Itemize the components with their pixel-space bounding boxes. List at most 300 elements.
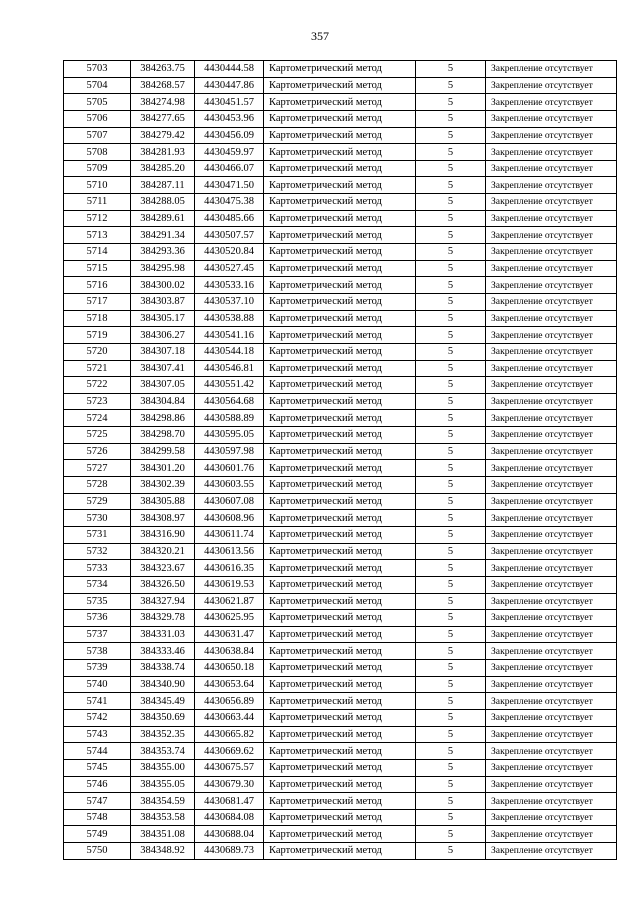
- fixing-description-cell: Закрепление отсутствует: [486, 227, 617, 244]
- point-number-cell: 5750: [64, 843, 131, 860]
- method-cell: Картометрический метод: [264, 110, 416, 127]
- accuracy-cell: 5: [416, 826, 486, 843]
- y-coordinate-cell: 4430663.44: [195, 709, 264, 726]
- y-coordinate-cell: 4430453.96: [195, 110, 264, 127]
- accuracy-cell: 5: [416, 177, 486, 194]
- method-cell: Картометрический метод: [264, 793, 416, 810]
- x-coordinate-cell: 384263.75: [131, 61, 195, 78]
- table-row: [64, 210, 617, 227]
- point-number-cell: 5745: [64, 759, 131, 776]
- point-number-cell: 5742: [64, 709, 131, 726]
- accuracy-cell: 5: [416, 293, 486, 310]
- y-coordinate-cell: 4430459.97: [195, 144, 264, 161]
- table-row: [64, 793, 617, 810]
- method-cell: Картометрический метод: [264, 660, 416, 677]
- accuracy-cell: 5: [416, 310, 486, 327]
- x-coordinate-cell: 384301.20: [131, 460, 195, 477]
- fixing-description-cell: Закрепление отсутствует: [486, 560, 617, 577]
- fixing-description-cell: Закрепление отсутствует: [486, 676, 617, 693]
- fixing-description-cell: Закрепление отсутствует: [486, 160, 617, 177]
- x-coordinate-cell: 384307.05: [131, 377, 195, 394]
- accuracy-cell: 5: [416, 61, 486, 78]
- y-coordinate-cell: 4430675.57: [195, 759, 264, 776]
- point-number-cell: 5731: [64, 526, 131, 543]
- table-row: [64, 726, 617, 743]
- accuracy-cell: 5: [416, 194, 486, 211]
- table-row: [64, 626, 617, 643]
- fixing-description-cell: Закрепление отсутствует: [486, 793, 617, 810]
- y-coordinate-cell: 4430447.86: [195, 77, 264, 94]
- y-coordinate-cell: 4430533.16: [195, 277, 264, 294]
- accuracy-cell: 5: [416, 759, 486, 776]
- point-number-cell: 5719: [64, 327, 131, 344]
- method-cell: Картометрический метод: [264, 526, 416, 543]
- fixing-description-cell: Закрепление отсутствует: [486, 377, 617, 394]
- point-number-cell: 5712: [64, 210, 131, 227]
- accuracy-cell: 5: [416, 809, 486, 826]
- fixing-description-cell: Закрепление отсутствует: [486, 826, 617, 843]
- y-coordinate-cell: 4430551.42: [195, 377, 264, 394]
- fixing-description-cell: Закрепление отсутствует: [486, 293, 617, 310]
- fixing-description-cell: Закрепление отсутствует: [486, 393, 617, 410]
- point-number-cell: 5743: [64, 726, 131, 743]
- y-coordinate-cell: 4430595.05: [195, 427, 264, 444]
- table-row: [64, 194, 617, 211]
- x-coordinate-cell: 384320.21: [131, 543, 195, 560]
- method-cell: Картометрический метод: [264, 493, 416, 510]
- accuracy-cell: 5: [416, 593, 486, 610]
- x-coordinate-cell: 384354.59: [131, 793, 195, 810]
- point-number-cell: 5718: [64, 310, 131, 327]
- table-row: [64, 493, 617, 510]
- y-coordinate-cell: 4430669.62: [195, 743, 264, 760]
- y-coordinate-cell: 4430541.16: [195, 327, 264, 344]
- point-number-cell: 5708: [64, 144, 131, 161]
- point-number-cell: 5727: [64, 460, 131, 477]
- x-coordinate-cell: 384323.67: [131, 560, 195, 577]
- table-row: [64, 427, 617, 444]
- method-cell: Картометрический метод: [264, 776, 416, 793]
- method-cell: Картометрический метод: [264, 310, 416, 327]
- method-cell: Картометрический метод: [264, 327, 416, 344]
- table-row: [64, 227, 617, 244]
- table-row: [64, 343, 617, 360]
- table-row: [64, 94, 617, 111]
- point-number-cell: 5722: [64, 377, 131, 394]
- fixing-description-cell: Закрепление отсутствует: [486, 610, 617, 627]
- x-coordinate-cell: 384277.65: [131, 110, 195, 127]
- point-number-cell: 5711: [64, 194, 131, 211]
- y-coordinate-cell: 4430597.98: [195, 443, 264, 460]
- x-coordinate-cell: 384305.88: [131, 493, 195, 510]
- x-coordinate-cell: 384352.35: [131, 726, 195, 743]
- table-row: [64, 560, 617, 577]
- point-number-cell: 5741: [64, 693, 131, 710]
- fixing-description-cell: Закрепление отсутствует: [486, 776, 617, 793]
- method-cell: Картометрический метод: [264, 626, 416, 643]
- table-row: [64, 543, 617, 560]
- point-number-cell: 5739: [64, 660, 131, 677]
- accuracy-cell: 5: [416, 377, 486, 394]
- point-number-cell: 5716: [64, 277, 131, 294]
- y-coordinate-cell: 4430608.96: [195, 510, 264, 527]
- point-number-cell: 5704: [64, 77, 131, 94]
- page-number: 357: [311, 29, 329, 43]
- method-cell: Картометрический метод: [264, 260, 416, 277]
- method-cell: Картометрический метод: [264, 144, 416, 161]
- y-coordinate-cell: 4430613.56: [195, 543, 264, 560]
- accuracy-cell: 5: [416, 360, 486, 377]
- x-coordinate-cell: 384299.58: [131, 443, 195, 460]
- method-cell: Картометрический метод: [264, 843, 416, 860]
- x-coordinate-cell: 384338.74: [131, 660, 195, 677]
- point-number-cell: 5738: [64, 643, 131, 660]
- fixing-description-cell: Закрепление отсутствует: [486, 360, 617, 377]
- y-coordinate-cell: 4430684.08: [195, 809, 264, 826]
- method-cell: Картометрический метод: [264, 693, 416, 710]
- point-number-cell: 5732: [64, 543, 131, 560]
- x-coordinate-cell: 384329.78: [131, 610, 195, 627]
- x-coordinate-cell: 384348.92: [131, 843, 195, 860]
- method-cell: Картометрический метод: [264, 759, 416, 776]
- point-number-cell: 5748: [64, 809, 131, 826]
- table-row: [64, 244, 617, 261]
- x-coordinate-cell: 384326.50: [131, 576, 195, 593]
- fixing-description-cell: Закрепление отсутствует: [486, 410, 617, 427]
- fixing-description-cell: Закрепление отсутствует: [486, 477, 617, 494]
- method-cell: Картометрический метод: [264, 726, 416, 743]
- method-cell: Картометрический метод: [264, 160, 416, 177]
- fixing-description-cell: Закрепление отсутствует: [486, 210, 617, 227]
- table-row: [64, 61, 617, 78]
- x-coordinate-cell: 384274.98: [131, 94, 195, 111]
- method-cell: Картометрический метод: [264, 61, 416, 78]
- x-coordinate-cell: 384307.18: [131, 343, 195, 360]
- table-row: [64, 809, 617, 826]
- point-number-cell: 5740: [64, 676, 131, 693]
- y-coordinate-cell: 4430650.18: [195, 660, 264, 677]
- y-coordinate-cell: 4430601.76: [195, 460, 264, 477]
- method-cell: Картометрический метод: [264, 393, 416, 410]
- table-row: [64, 709, 617, 726]
- x-coordinate-cell: 384295.98: [131, 260, 195, 277]
- accuracy-cell: 5: [416, 843, 486, 860]
- accuracy-cell: 5: [416, 227, 486, 244]
- table-row: [64, 759, 617, 776]
- method-cell: Картометрический метод: [264, 127, 416, 144]
- method-cell: Картометрический метод: [264, 460, 416, 477]
- table-row: [64, 776, 617, 793]
- fixing-description-cell: Закрепление отсутствует: [486, 709, 617, 726]
- y-coordinate-cell: 4430616.35: [195, 560, 264, 577]
- x-coordinate-cell: 384355.00: [131, 759, 195, 776]
- fixing-description-cell: Закрепление отсутствует: [486, 94, 617, 111]
- point-number-cell: 5728: [64, 477, 131, 494]
- y-coordinate-cell: 4430588.89: [195, 410, 264, 427]
- point-number-cell: 5706: [64, 110, 131, 127]
- point-number-cell: 5730: [64, 510, 131, 527]
- fixing-description-cell: Закрепление отсутствует: [486, 443, 617, 460]
- method-cell: Картометрический метод: [264, 593, 416, 610]
- accuracy-cell: 5: [416, 144, 486, 161]
- point-number-cell: 5735: [64, 593, 131, 610]
- accuracy-cell: 5: [416, 576, 486, 593]
- y-coordinate-cell: 4430564.68: [195, 393, 264, 410]
- fixing-description-cell: Закрепление отсутствует: [486, 343, 617, 360]
- method-cell: Картометрический метод: [264, 443, 416, 460]
- accuracy-cell: 5: [416, 493, 486, 510]
- fixing-description-cell: Закрепление отсутствует: [486, 177, 617, 194]
- y-coordinate-cell: 4430688.04: [195, 826, 264, 843]
- table-row: [64, 443, 617, 460]
- y-coordinate-cell: 4430471.50: [195, 177, 264, 194]
- x-coordinate-cell: 384285.20: [131, 160, 195, 177]
- fixing-description-cell: Закрепление отсутствует: [486, 460, 617, 477]
- accuracy-cell: 5: [416, 443, 486, 460]
- y-coordinate-cell: 4430603.55: [195, 477, 264, 494]
- table-row: [64, 327, 617, 344]
- accuracy-cell: 5: [416, 210, 486, 227]
- fixing-description-cell: Закрепление отсутствует: [486, 626, 617, 643]
- table-row: [64, 310, 617, 327]
- point-number-cell: 5713: [64, 227, 131, 244]
- method-cell: Картометрический метод: [264, 643, 416, 660]
- accuracy-cell: 5: [416, 743, 486, 760]
- point-number-cell: 5725: [64, 427, 131, 444]
- fixing-description-cell: Закрепление отсутствует: [486, 526, 617, 543]
- method-cell: Картометрический метод: [264, 94, 416, 111]
- table-row: [64, 160, 617, 177]
- fixing-description-cell: Закрепление отсутствует: [486, 427, 617, 444]
- table-row: [64, 393, 617, 410]
- fixing-description-cell: Закрепление отсутствует: [486, 726, 617, 743]
- table-row: [64, 643, 617, 660]
- x-coordinate-cell: 384304.84: [131, 393, 195, 410]
- accuracy-cell: 5: [416, 160, 486, 177]
- point-number-cell: 5723: [64, 393, 131, 410]
- point-number-cell: 5721: [64, 360, 131, 377]
- table-row: [64, 510, 617, 527]
- x-coordinate-cell: 384306.27: [131, 327, 195, 344]
- fixing-description-cell: Закрепление отсутствует: [486, 327, 617, 344]
- table-row: [64, 593, 617, 610]
- y-coordinate-cell: 4430520.84: [195, 244, 264, 261]
- fixing-description-cell: Закрепление отсутствует: [486, 843, 617, 860]
- point-number-cell: 5714: [64, 244, 131, 261]
- table-row: [64, 693, 617, 710]
- x-coordinate-cell: 384353.74: [131, 743, 195, 760]
- x-coordinate-cell: 384316.90: [131, 526, 195, 543]
- point-number-cell: 5737: [64, 626, 131, 643]
- y-coordinate-cell: 4430625.95: [195, 610, 264, 627]
- x-coordinate-cell: 384351.08: [131, 826, 195, 843]
- x-coordinate-cell: 384293.36: [131, 244, 195, 261]
- fixing-description-cell: Закрепление отсутствует: [486, 277, 617, 294]
- x-coordinate-cell: 384291.34: [131, 227, 195, 244]
- method-cell: Картометрический метод: [264, 576, 416, 593]
- method-cell: Картометрический метод: [264, 360, 416, 377]
- fixing-description-cell: Закрепление отсутствует: [486, 61, 617, 78]
- x-coordinate-cell: 384298.70: [131, 427, 195, 444]
- x-coordinate-cell: 384333.46: [131, 643, 195, 660]
- table-row: [64, 277, 617, 294]
- x-coordinate-cell: 384279.42: [131, 127, 195, 144]
- x-coordinate-cell: 384268.57: [131, 77, 195, 94]
- point-number-cell: 5715: [64, 260, 131, 277]
- point-number-cell: 5703: [64, 61, 131, 78]
- accuracy-cell: 5: [416, 94, 486, 111]
- method-cell: Картометрический метод: [264, 293, 416, 310]
- accuracy-cell: 5: [416, 327, 486, 344]
- table-row: [64, 460, 617, 477]
- point-number-cell: 5729: [64, 493, 131, 510]
- accuracy-cell: 5: [416, 526, 486, 543]
- y-coordinate-cell: 4430546.81: [195, 360, 264, 377]
- method-cell: Картометрический метод: [264, 709, 416, 726]
- y-coordinate-cell: 4430537.10: [195, 293, 264, 310]
- y-coordinate-cell: 4430485.66: [195, 210, 264, 227]
- fixing-description-cell: Закрепление отсутствует: [486, 110, 617, 127]
- point-number-cell: 5747: [64, 793, 131, 810]
- coordinates-table: [63, 60, 617, 860]
- y-coordinate-cell: 4430679.30: [195, 776, 264, 793]
- accuracy-cell: 5: [416, 510, 486, 527]
- method-cell: Картометрический метод: [264, 427, 416, 444]
- y-coordinate-cell: 4430544.18: [195, 343, 264, 360]
- y-coordinate-cell: 4430451.57: [195, 94, 264, 111]
- fixing-description-cell: Закрепление отсутствует: [486, 260, 617, 277]
- fixing-description-cell: Закрепление отсутствует: [486, 493, 617, 510]
- method-cell: Картометрический метод: [264, 277, 416, 294]
- table-row: [64, 377, 617, 394]
- fixing-description-cell: Закрепление отсутствует: [486, 643, 617, 660]
- y-coordinate-cell: 4430653.64: [195, 676, 264, 693]
- accuracy-cell: 5: [416, 343, 486, 360]
- accuracy-cell: 5: [416, 427, 486, 444]
- x-coordinate-cell: 384355.05: [131, 776, 195, 793]
- accuracy-cell: 5: [416, 477, 486, 494]
- point-number-cell: 5733: [64, 560, 131, 577]
- table-row: [64, 526, 617, 543]
- point-number-cell: 5736: [64, 610, 131, 627]
- x-coordinate-cell: 384288.05: [131, 194, 195, 211]
- table-row: [64, 610, 617, 627]
- method-cell: Картометрический метод: [264, 560, 416, 577]
- point-number-cell: 5734: [64, 576, 131, 593]
- method-cell: Картометрический метод: [264, 510, 416, 527]
- coordinates-table-body: [64, 61, 617, 860]
- accuracy-cell: 5: [416, 560, 486, 577]
- table-row: [64, 260, 617, 277]
- x-coordinate-cell: 384305.17: [131, 310, 195, 327]
- y-coordinate-cell: 4430689.73: [195, 843, 264, 860]
- method-cell: Картометрический метод: [264, 244, 416, 261]
- y-coordinate-cell: 4430619.53: [195, 576, 264, 593]
- table-row: [64, 743, 617, 760]
- accuracy-cell: 5: [416, 277, 486, 294]
- method-cell: Картометрический метод: [264, 377, 416, 394]
- table-row: [64, 127, 617, 144]
- method-cell: Картометрический метод: [264, 210, 416, 227]
- point-number-cell: 5717: [64, 293, 131, 310]
- fixing-description-cell: Закрепление отсутствует: [486, 244, 617, 261]
- x-coordinate-cell: 384302.39: [131, 477, 195, 494]
- y-coordinate-cell: 4430611.74: [195, 526, 264, 543]
- method-cell: Картометрический метод: [264, 343, 416, 360]
- x-coordinate-cell: 384298.86: [131, 410, 195, 427]
- fixing-description-cell: Закрепление отсутствует: [486, 593, 617, 610]
- method-cell: Картометрический метод: [264, 809, 416, 826]
- method-cell: Картометрический метод: [264, 77, 416, 94]
- table-row: [64, 576, 617, 593]
- table-row: [64, 410, 617, 427]
- method-cell: Картометрический метод: [264, 194, 416, 211]
- point-number-cell: 5709: [64, 160, 131, 177]
- accuracy-cell: 5: [416, 726, 486, 743]
- method-cell: Картометрический метод: [264, 177, 416, 194]
- table-row: [64, 110, 617, 127]
- table-row: [64, 660, 617, 677]
- accuracy-cell: 5: [416, 244, 486, 261]
- fixing-description-cell: Закрепление отсутствует: [486, 194, 617, 211]
- method-cell: Картометрический метод: [264, 743, 416, 760]
- fixing-description-cell: Закрепление отсутствует: [486, 759, 617, 776]
- accuracy-cell: 5: [416, 660, 486, 677]
- fixing-description-cell: Закрепление отсутствует: [486, 144, 617, 161]
- x-coordinate-cell: 384289.61: [131, 210, 195, 227]
- point-number-cell: 5724: [64, 410, 131, 427]
- y-coordinate-cell: 4430456.09: [195, 127, 264, 144]
- fixing-description-cell: Закрепление отсутствует: [486, 510, 617, 527]
- point-number-cell: 5726: [64, 443, 131, 460]
- x-coordinate-cell: 384345.49: [131, 693, 195, 710]
- fixing-description-cell: Закрепление отсутствует: [486, 743, 617, 760]
- x-coordinate-cell: 384287.11: [131, 177, 195, 194]
- x-coordinate-cell: 384327.94: [131, 593, 195, 610]
- accuracy-cell: 5: [416, 776, 486, 793]
- fixing-description-cell: Закрепление отсутствует: [486, 543, 617, 560]
- fixing-description-cell: Закрепление отсутствует: [486, 310, 617, 327]
- table-row: [64, 144, 617, 161]
- fixing-description-cell: Закрепление отсутствует: [486, 576, 617, 593]
- point-number-cell: 5707: [64, 127, 131, 144]
- accuracy-cell: 5: [416, 460, 486, 477]
- table-row: [64, 843, 617, 860]
- point-number-cell: 5720: [64, 343, 131, 360]
- table-row: [64, 826, 617, 843]
- fixing-description-cell: Закрепление отсутствует: [486, 693, 617, 710]
- table-row: [64, 293, 617, 310]
- table-row: [64, 177, 617, 194]
- accuracy-cell: 5: [416, 260, 486, 277]
- fixing-description-cell: Закрепление отсутствует: [486, 809, 617, 826]
- fixing-description-cell: Закрепление отсутствует: [486, 127, 617, 144]
- y-coordinate-cell: 4430475.38: [195, 194, 264, 211]
- point-number-cell: 5749: [64, 826, 131, 843]
- table-row: [64, 360, 617, 377]
- point-number-cell: 5710: [64, 177, 131, 194]
- y-coordinate-cell: 4430631.47: [195, 626, 264, 643]
- x-coordinate-cell: 384281.93: [131, 144, 195, 161]
- y-coordinate-cell: 4430538.88: [195, 310, 264, 327]
- fixing-description-cell: Закрепление отсутствует: [486, 660, 617, 677]
- accuracy-cell: 5: [416, 610, 486, 627]
- table-row: [64, 77, 617, 94]
- x-coordinate-cell: 384307.41: [131, 360, 195, 377]
- x-coordinate-cell: 384353.58: [131, 809, 195, 826]
- method-cell: Картометрический метод: [264, 543, 416, 560]
- method-cell: Картометрический метод: [264, 610, 416, 627]
